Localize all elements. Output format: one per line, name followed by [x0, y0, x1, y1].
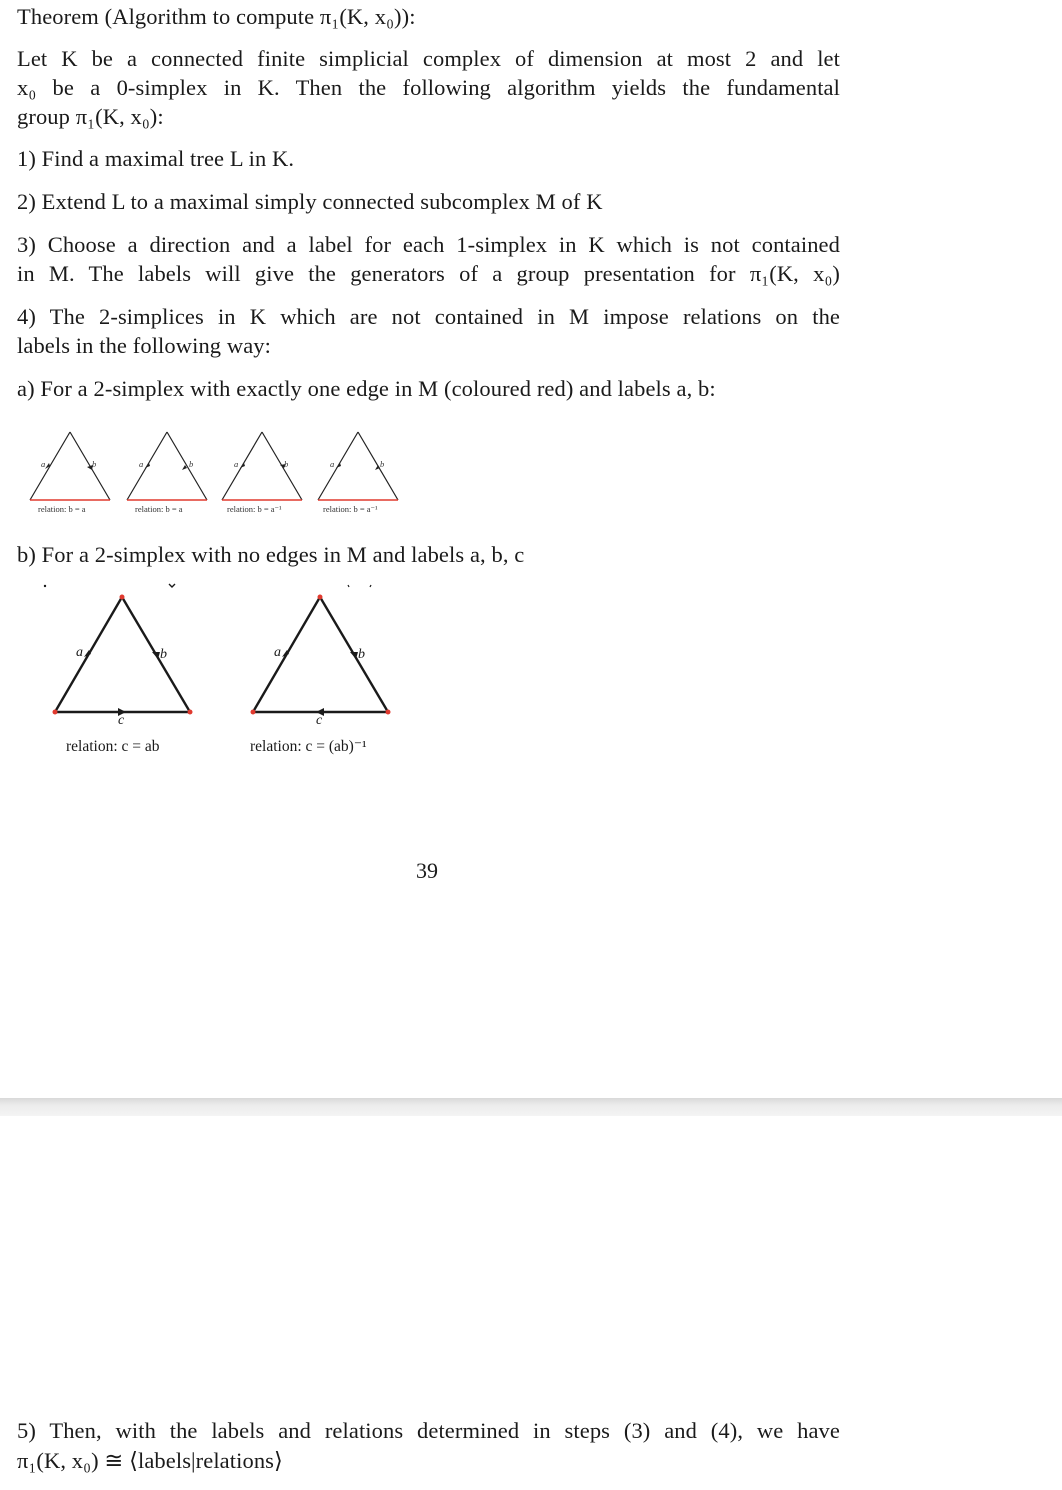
intro-line-3: group π₁(K, x₀):	[17, 104, 164, 129]
t2-label-b: b	[189, 459, 194, 469]
b2-label-b: b	[358, 647, 365, 662]
step-4-line-2: labels in the following way:	[17, 333, 272, 358]
t3-caption: relation: b = a⁻¹	[227, 504, 282, 514]
t1-label-b: b	[92, 459, 97, 469]
intro-line-2: x₀ be a 0-simplex in K. Then the following algorithm yields the fundamental	[17, 75, 840, 100]
b1-label-a: a	[76, 645, 83, 660]
t2-caption: relation: b = a	[135, 504, 183, 514]
case-a-text: a) For a 2-simplex with exactly one edge in M (coloured red) and labels a, b:	[17, 376, 716, 401]
step-1: 1) Find a maximal tree L in K.	[17, 146, 295, 171]
b2-caption: relation: c = (ab)⁻¹	[250, 738, 367, 755]
step-4-line-1: 4) The 2-simplices in K which are not contained in M impose relations on the	[17, 304, 840, 329]
t3-label-a: a	[234, 459, 239, 469]
t4-label-a: a	[330, 459, 335, 469]
b2-label-a: a	[274, 645, 281, 660]
step-2: 2) Extend L to a maximal simply connected subcomplex M of K	[17, 189, 603, 214]
t2-label-a: a	[139, 459, 144, 469]
b1-label-b: b	[160, 647, 167, 662]
case-b-text: b) For a 2-simplex with no edges in M and labels a, b, c	[17, 542, 525, 567]
t1-label-a: a	[41, 459, 46, 469]
b1-caption: relation: c = ab	[66, 738, 160, 755]
document-page-40	[0, 1116, 1062, 1490]
page-number: 39	[416, 858, 438, 883]
step-3-line-1: 3) Choose a direction and a label for each 1-simplex in K which is not contained	[17, 232, 840, 257]
case-b-triangle-2	[251, 585, 391, 716]
step-5-line-2: π₁(K, x₀) ≅ ⟨labels|relations⟩	[17, 1448, 283, 1473]
page-divider	[0, 1098, 1062, 1116]
case-b-figures	[0, 580, 420, 730]
b2-label-c: c	[316, 713, 323, 728]
step-3-line-2: in M. The labels will give the generators of a group presentation for π₁(K, x₀)	[17, 261, 840, 286]
theorem-heading: Theorem (Algorithm to compute π₁(K, x₀)):	[17, 4, 416, 29]
t4-caption: relation: b = a⁻¹	[323, 504, 378, 514]
step-5-line-1: 5) Then, with the labels and relations determined in steps (3) and (4), we have	[17, 1418, 840, 1443]
t1-caption: relation: b = a	[38, 504, 86, 514]
case-b-triangle-1	[44, 584, 193, 716]
t4-label-b: b	[380, 459, 385, 469]
b1-label-c: c	[118, 713, 125, 728]
intro-line-1: Let K be a connected finite simplicial complex of dimension at most 2 and let	[17, 46, 840, 71]
t3-label-b: b	[284, 459, 289, 469]
